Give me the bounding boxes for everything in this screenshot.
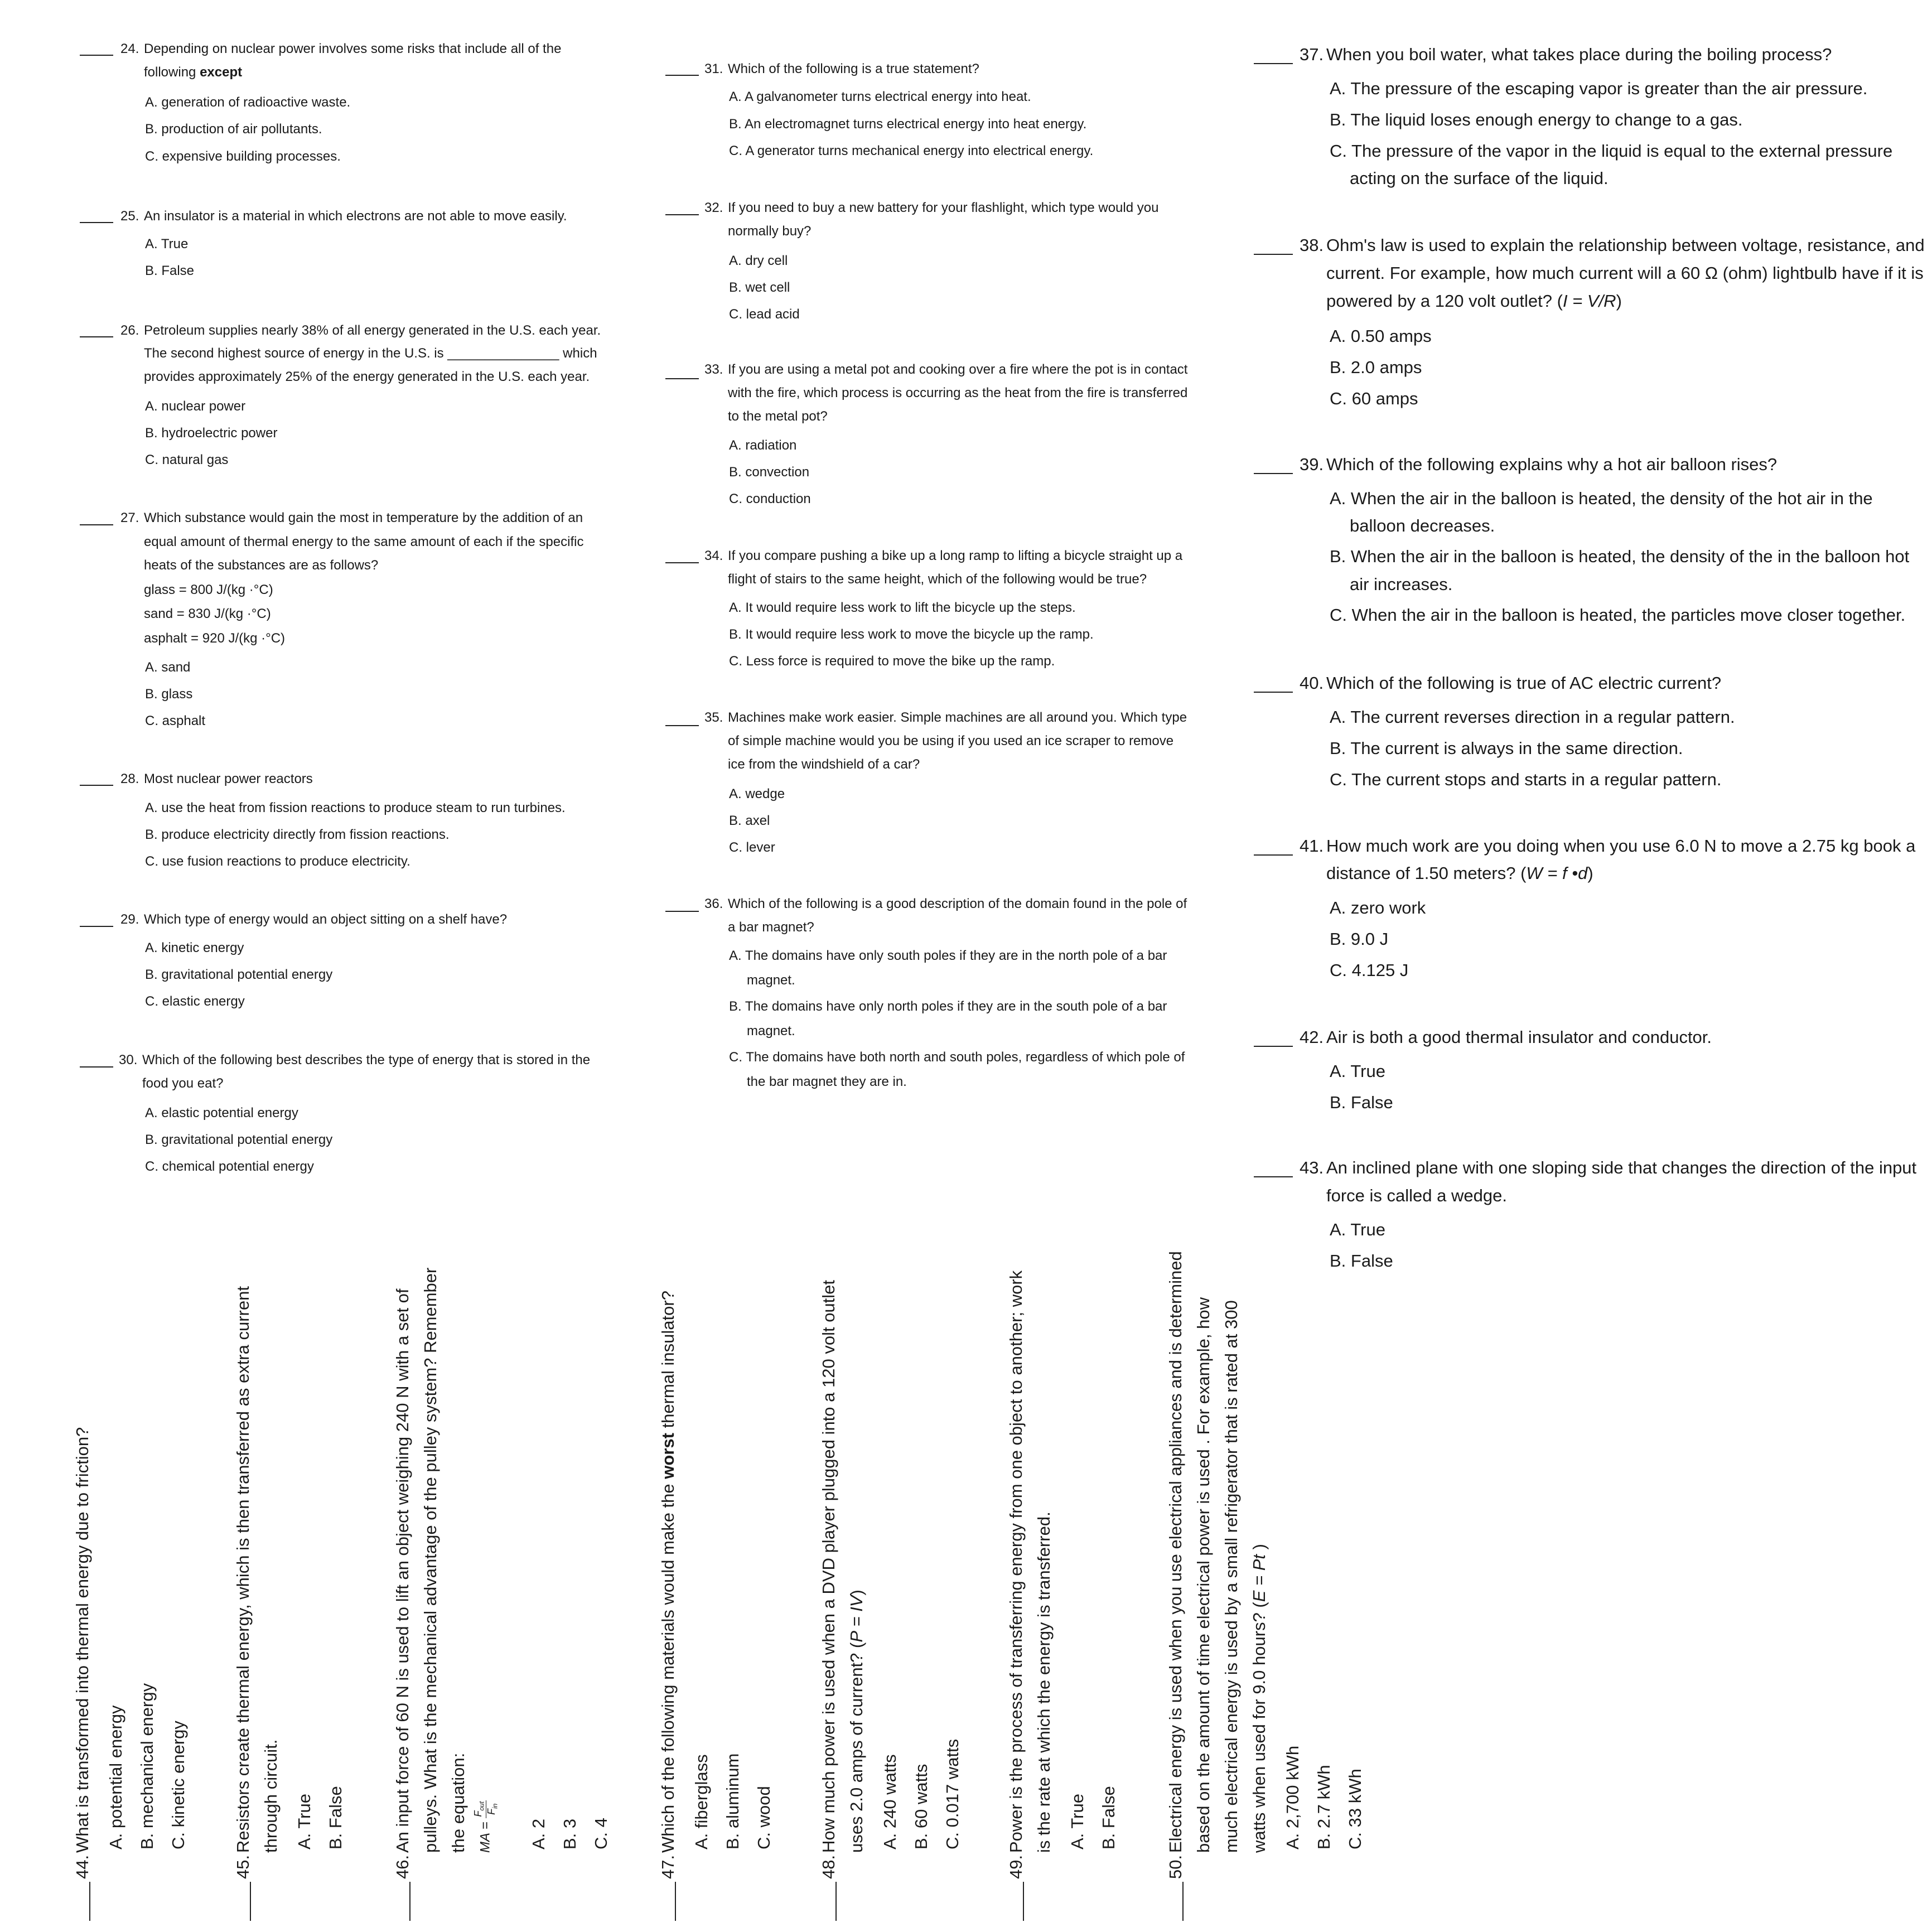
option-a: A. True <box>294 1794 314 1849</box>
answer-blank[interactable] <box>409 1882 410 1921</box>
option-a-cont: balloon decreases. <box>1350 516 1495 535</box>
option-c: C. use fusion reactions to produce electricity. <box>145 854 410 869</box>
option-b: B. produce electricity directly from fission reactions. <box>145 827 450 842</box>
answer-blank[interactable] <box>1023 1882 1024 1921</box>
question-number: 29. <box>120 912 139 927</box>
question-stem-line: How much work are you doing when you use 6.0 N to move a 2.75 kg book a <box>1326 836 1916 856</box>
question-stem-line: If you are using a metal pot and cooking over a fire where the pot is in contact <box>728 362 1188 377</box>
equation-fraction: $F_{out}$ $F_{in}$ <box>472 1801 499 1817</box>
option-a: A. radiation <box>729 438 797 453</box>
option-a: A. fiberglass <box>692 1754 711 1849</box>
ohms-law-formula: I = V/R <box>1562 291 1616 311</box>
question-stem: Which type of energy would an object sitting on a shelf have? <box>144 912 508 927</box>
question-stem-line: food you eat? <box>142 1076 224 1091</box>
option-b: B. axel <box>729 813 770 828</box>
question-stem: Air is both a good thermal insulator and conductor. <box>1326 1027 1712 1047</box>
question-stem-line: How much power is used when a DVD player plugged into a 120 volt outlet <box>819 1279 838 1853</box>
option-b: B. False <box>1330 1093 1393 1112</box>
option-a: A. use the heat from fission reactions to produce steam to run turbines. <box>145 800 566 815</box>
option-c: C. 60 amps <box>1330 389 1418 408</box>
question-stem-line: equal amount of thermal energy to the same amount of each if the specific <box>144 534 584 549</box>
option-c: C. 4.125 J <box>1330 960 1409 980</box>
question-stem-line: pulleys. What is the mechanical advantage of the pulley system? Remember <box>421 1267 440 1853</box>
option-a: A. sand <box>145 660 191 675</box>
answer-blank[interactable] <box>80 926 113 927</box>
option-c: C. kinetic energy <box>168 1721 188 1849</box>
question-stem-line: An inclined plane with one sloping side that changes the direction of the input <box>1326 1158 1917 1177</box>
option-b: B. hydroelectric power <box>145 426 278 441</box>
answer-blank[interactable] <box>665 75 699 76</box>
question-stem-line: distance of 1.50 meters? (W = f •d) <box>1326 863 1593 883</box>
option-a: A. 2,700 kWh <box>1283 1745 1302 1849</box>
answer-blank[interactable] <box>665 725 699 726</box>
option-a: A. The current reverses direction in a regular pattern. <box>1330 707 1735 727</box>
question-number: 45. <box>233 1854 253 1879</box>
option-a: A. generation of radioactive waste. <box>145 95 351 110</box>
option-c: C. 0.017 watts <box>943 1738 962 1849</box>
option-b-cont: magnet. <box>747 1023 795 1039</box>
answer-blank[interactable] <box>1254 692 1293 693</box>
option-b: B. glass <box>145 687 193 702</box>
option-a: A. nuclear power <box>145 399 246 414</box>
question-stem-line: Power is the process of transferring energy from one object to another; work <box>1006 1270 1026 1853</box>
specific-heat-glass: glass = 800 J/(kg ·°C) <box>144 582 273 597</box>
question-number: 26. <box>120 323 139 338</box>
question-stem: Which of the following materials would make the worst thermal insulator? <box>658 1291 678 1853</box>
option-c: C. The domains have both north and south poles, regardless of which pole of <box>729 1050 1185 1065</box>
question-number: 32. <box>704 200 723 215</box>
question-stem-line: the equation: <box>448 1752 468 1853</box>
question-number: 44. <box>73 1854 92 1879</box>
question-number: 50. <box>1166 1854 1185 1879</box>
question-number: 25. <box>120 209 139 224</box>
specific-heat-sand: sand = 830 J/(kg ·°C) <box>144 606 271 621</box>
answer-blank[interactable] <box>665 214 699 215</box>
option-c: C. lead acid <box>729 307 800 322</box>
option-a: A. True <box>1330 1220 1385 1239</box>
question-number: 46. <box>393 1854 412 1879</box>
option-c: C. Less force is required to move the bike up the ramp. <box>729 654 1055 669</box>
option-a: A. kinetic energy <box>145 940 244 955</box>
question-stem-line: based on the amount of time electrical power is used . For example, how <box>1194 1297 1213 1853</box>
option-b: B. aluminum <box>723 1753 742 1849</box>
power-formula: P = IV <box>847 1595 866 1643</box>
question-number: 34. <box>704 548 723 563</box>
question-number: 40. <box>1300 673 1324 693</box>
question-stem-line: Electrical energy is used when you use electrical appliances and is determined <box>1166 1251 1185 1853</box>
option-c: C. asphalt <box>145 713 206 728</box>
answer-blank[interactable] <box>665 378 699 379</box>
option-b: B. wet cell <box>729 280 790 295</box>
option-b: B. 9.0 J <box>1330 929 1389 949</box>
question-stem-line: to the metal pot? <box>728 409 828 424</box>
answer-blank[interactable] <box>80 55 113 56</box>
option-c: C. 33 kWh <box>1345 1769 1365 1849</box>
question-stem: Which of the following is true of AC electric current? <box>1326 673 1722 693</box>
option-b: B. gravitational potential energy <box>145 967 333 982</box>
answer-blank[interactable] <box>250 1882 251 1921</box>
question-stem-line: If you compare pushing a bike up a long ramp to lifting a bicycle straight up a <box>728 548 1183 563</box>
option-c: C. natural gas <box>145 452 229 467</box>
question-number: 31. <box>704 61 723 76</box>
option-c: C. The current stops and starts in a regular pattern. <box>1330 770 1722 789</box>
question-number: 48. <box>819 1854 838 1879</box>
option-b: B. 2.7 kWh <box>1314 1765 1334 1849</box>
energy-formula: E = Pt <box>1249 1554 1269 1602</box>
option-a: A. 2 <box>529 1818 548 1849</box>
question-stem: Which of the following explains why a hot air balloon rises? <box>1326 455 1778 474</box>
question-number: 49. <box>1006 1854 1026 1879</box>
option-c-cont: acting on the surface of the liquid. <box>1350 168 1609 188</box>
question-stem-line: Which of the following is a good description of the domain found in the pole of <box>728 896 1187 911</box>
option-b: B. When the air in the balloon is heated, the density of the in the balloon hot <box>1330 547 1910 566</box>
question-number: 30. <box>119 1052 138 1068</box>
question-stem: Depending on nuclear power involves some risks that include all of the <box>144 41 562 56</box>
question-number: 47. <box>658 1854 678 1879</box>
question-stem-line: uses 2.0 amps of current? (P = IV) <box>847 1590 866 1853</box>
question-number: 36. <box>704 896 723 911</box>
option-b: B. 60 watts <box>911 1764 931 1849</box>
option-b: B. mechanical energy <box>137 1683 157 1849</box>
option-b: B. False <box>145 263 195 278</box>
answer-blank[interactable] <box>1254 63 1293 64</box>
option-a: A. True <box>1068 1794 1087 1849</box>
question-number: 27. <box>120 510 139 525</box>
answer-blank[interactable] <box>80 524 113 525</box>
option-c: C. chemical potential energy <box>145 1159 314 1174</box>
question-stem-line: force is called a wedge. <box>1326 1186 1507 1205</box>
question-number: 35. <box>704 710 723 725</box>
question-stem: When you boil water, what takes place during the boiling process? <box>1326 45 1832 64</box>
question-number: 41. <box>1300 836 1324 856</box>
option-b: B. 3 <box>560 1818 579 1849</box>
option-c: C. expensive building processes. <box>145 149 341 164</box>
question-stem-line: Ohm's law is used to explain the relationship between voltage, resistance, and <box>1326 235 1925 255</box>
option-b: B. The current is always in the same direction. <box>1330 738 1683 758</box>
option-b: B. The domains have only north poles if they are in the south pole of a bar <box>729 999 1167 1014</box>
option-a: A. It would require less work to lift the bicycle up the steps. <box>729 600 1076 615</box>
option-c: C. lever <box>729 840 775 855</box>
question-stem-line: normally buy? <box>728 224 812 239</box>
option-b: B. gravitational potential energy <box>145 1132 333 1147</box>
option-c: C. wood <box>754 1786 774 1849</box>
option-a: A. elastic potential energy <box>145 1105 298 1120</box>
question-stem-line: heats of the substances are as follows? <box>144 558 379 573</box>
question-number: 42. <box>1300 1027 1324 1047</box>
question-stem-line: a bar magnet? <box>728 920 814 935</box>
option-b: B. An electromagnet turns electrical energy into heat energy. <box>729 117 1087 132</box>
question-stem-line: An input force of 60 N is used to lift an object weighing 240 N with a set of <box>393 1288 412 1853</box>
specific-heat-asphalt: asphalt = 920 J/(kg ·°C) <box>144 631 286 646</box>
question-number: 33. <box>704 362 723 377</box>
option-a: A. dry cell <box>729 253 788 268</box>
option-a: A. The pressure of the escaping vapor is greater than the air pressure. <box>1330 79 1868 98</box>
answer-blank[interactable] <box>1182 1882 1184 1921</box>
question-stem-line: Machines make work easier. Simple machines are all around you. Which type <box>728 710 1187 725</box>
option-a-cont: magnet. <box>747 973 795 988</box>
option-b: B. False <box>326 1786 345 1849</box>
question-stem-line: provides approximately 25% of the energy generated in the U.S. each year. <box>144 369 590 384</box>
option-a: A. A galvanometer turns electrical energy into heat. <box>729 89 1031 104</box>
answer-blank[interactable] <box>675 1882 676 1921</box>
answer-blank[interactable] <box>1254 854 1293 856</box>
option-a: A. 0.50 amps <box>1330 326 1432 346</box>
question-stem-line: powered by a 120 volt outlet? (I = V/R) <box>1326 291 1622 311</box>
option-b: B. 2.0 amps <box>1330 358 1422 377</box>
question-stem-line: Which substance would gain the most in temperature by the addition of an <box>144 510 583 525</box>
option-a: A. When the air in the balloon is heated, the density of the hot air in the <box>1330 489 1873 508</box>
option-c: C. The pressure of the vapor in the liquid is equal to the external pressure <box>1330 141 1893 161</box>
option-a: A. True <box>145 236 189 252</box>
answer-blank[interactable] <box>665 562 699 563</box>
option-c: C. conduction <box>729 491 811 506</box>
option-b: B. False <box>1099 1786 1118 1849</box>
question-stem: An insulator is a material in which electrons are not able to move easily. <box>144 209 567 224</box>
question-number: 39. <box>1300 455 1324 474</box>
answer-blank[interactable] <box>80 785 113 786</box>
question-number: 37. <box>1300 45 1324 64</box>
question-stem-line: following except <box>144 65 243 80</box>
work-formula: W = f •d <box>1526 863 1588 883</box>
answer-blank[interactable] <box>1254 254 1293 255</box>
option-b: B. convection <box>729 465 810 480</box>
answer-blank[interactable] <box>1254 473 1293 474</box>
option-a: A. 240 watts <box>880 1754 900 1849</box>
option-b: B. The liquid loses enough energy to change to a gas. <box>1330 110 1743 129</box>
answer-blank[interactable] <box>80 222 113 223</box>
option-c: C. 4 <box>591 1818 611 1849</box>
option-b: B. production of air pollutants. <box>145 122 322 137</box>
option-c: C. elastic energy <box>145 994 245 1009</box>
question-stem: Most nuclear power reactors <box>144 771 313 786</box>
question-stem-line: flight of stairs to the same height, which of the following would be true? <box>728 572 1147 587</box>
answer-blank[interactable] <box>1254 1176 1293 1177</box>
answer-blank[interactable] <box>835 1882 837 1921</box>
question-number: 24. <box>120 41 139 56</box>
option-b: B. It would require less work to move the bicycle up the ramp. <box>729 627 1094 642</box>
question-stem-line: watts when used for 9.0 hours? (E = Pt ) <box>1249 1544 1269 1853</box>
question-stem-line: with the fire, which process is occurring as the heat from the fire is transferred <box>728 385 1188 400</box>
question-stem-line: ice from the windshield of a car? <box>728 757 920 772</box>
option-b: B. False <box>1330 1251 1393 1271</box>
option-b-cont: air increases. <box>1350 574 1453 594</box>
question-number: 43. <box>1300 1158 1324 1177</box>
option-c-cont: the bar magnet they are in. <box>747 1074 907 1089</box>
answer-blank[interactable] <box>1254 1046 1293 1047</box>
answer-blank[interactable] <box>89 1882 90 1921</box>
question-stem-line: of simple machine would you be using if you used an ice scraper to remove <box>728 733 1174 748</box>
question-stem-line: Petroleum supplies nearly 38% of all energy generated in the U.S. each year. <box>144 323 601 338</box>
question-stem-line: is the rate at which the energy is transferred. <box>1034 1511 1054 1853</box>
question-stem-line: Resistors create thermal energy, which is then transferred as extra current <box>233 1286 253 1853</box>
answer-blank[interactable] <box>80 336 113 337</box>
question-stem-line: The second highest source of energy in the U.S. is _______________ which <box>144 346 597 361</box>
answer-blank[interactable] <box>80 1066 113 1068</box>
option-a: A. True <box>1330 1061 1385 1081</box>
question-stem-line: through circuit. <box>261 1739 281 1853</box>
question-stem-line: Which of the following best describes the type of energy that is stored in the <box>142 1052 591 1068</box>
option-a: A. The domains have only south poles if they are in the north pole of a bar <box>729 948 1167 963</box>
question-stem-line: much electrical energy is used by a small refrigerator that is rated at 300 <box>1221 1300 1241 1853</box>
mechanical-advantage-equation: MA = $F_{out}$ $F_{in}$ <box>472 1801 499 1853</box>
option-a: A. potential energy <box>106 1705 125 1849</box>
question-number: 38. <box>1300 235 1324 255</box>
option-c: C. When the air in the balloon is heated, the particles move closer together. <box>1330 605 1906 625</box>
option-c: C. A generator turns mechanical energy into electrical energy. <box>729 143 1094 158</box>
question-stem: Which of the following is a true statement? <box>728 61 979 76</box>
answer-blank[interactable] <box>665 911 699 912</box>
option-a: A. wedge <box>729 786 785 801</box>
question-stem-line: What is transformed into thermal energy due to friction? <box>73 1427 92 1853</box>
question-stem-line: current. For example, how much current will a 60 Ω (ohm) lightbulb have if it is <box>1326 263 1924 283</box>
option-a: A. zero work <box>1330 898 1426 917</box>
question-stem-line: If you need to buy a new battery for your flashlight, which type would you <box>728 200 1159 215</box>
rotated-questions-section <box>0 1207 1450 1932</box>
question-number: 28. <box>120 771 139 786</box>
